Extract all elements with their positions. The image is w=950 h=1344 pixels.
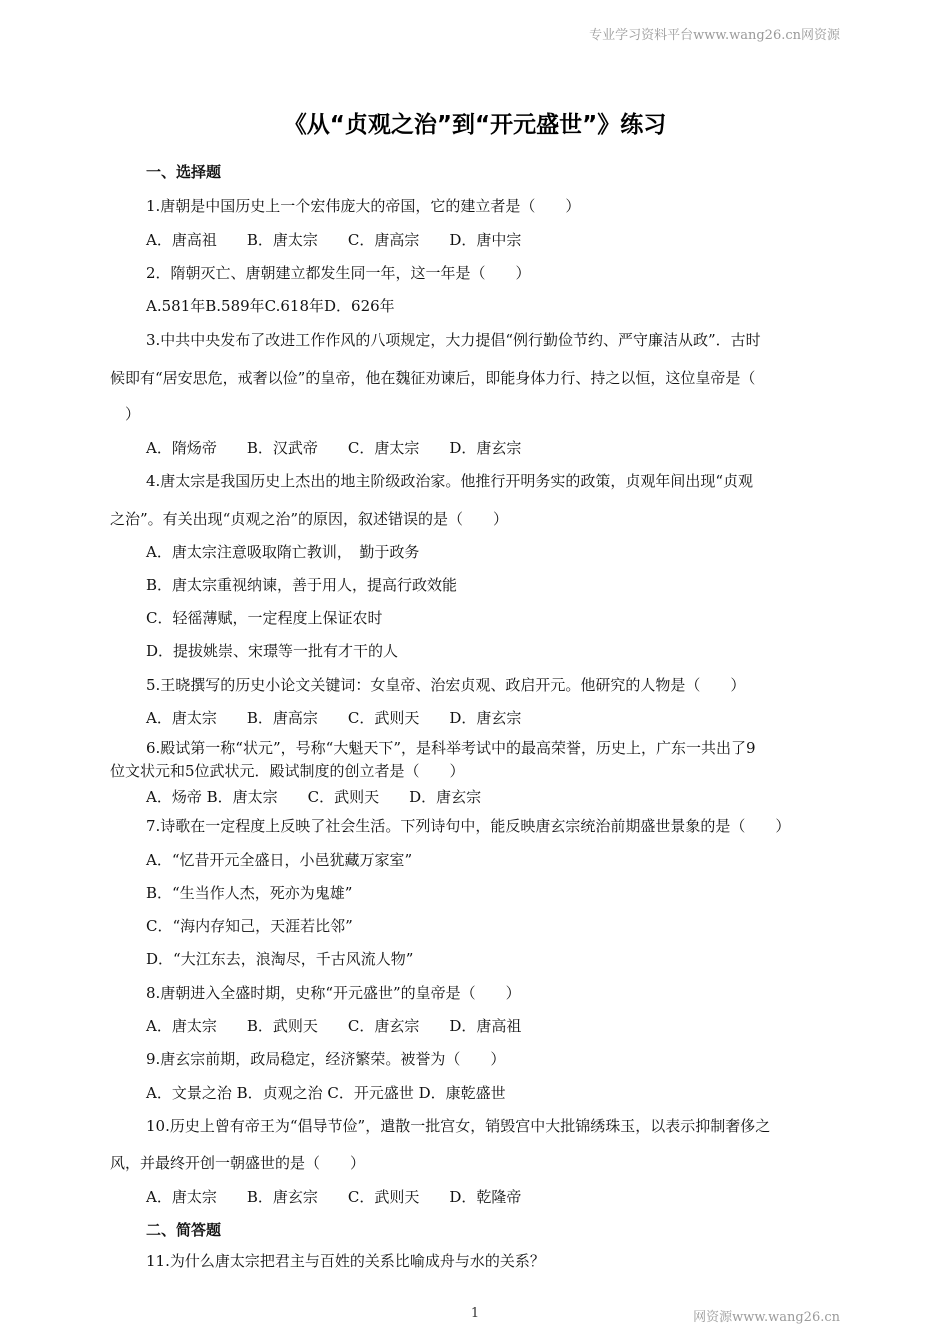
question-10-text: 10.历史上曾有帝王为“倡导节俭”，遣散一批宫女，销毁宫中大批锦绣珠玉，以表示抑制奢侈之 xyxy=(146,1117,771,1135)
question-8-text: 8.唐朝进入全盛时期，史称“开元盛世”的皇帝是（ ） xyxy=(146,984,521,1002)
question-5-options: A．唐太宗 B．唐高宗 C．武则天 D．唐玄宗 xyxy=(146,709,522,727)
question-2-options: A.581年B.589年C.618年D．626年 xyxy=(146,297,395,315)
question-3-options: A．隋炀帝 B．汉武帝 C．唐太宗 D．唐玄宗 xyxy=(146,439,522,457)
question-3-text-cont2: ） xyxy=(110,405,141,423)
question-11-text: 11.为什么唐太宗把君主与百姓的关系比喻成舟与水的关系？ xyxy=(146,1252,545,1270)
question-9-options: A．文景之治 B．贞观之治 C．开元盛世 D．康乾盛世 xyxy=(146,1084,506,1102)
question-7-option-c: C．“海内存知己，天涯若比邻” xyxy=(146,917,353,935)
question-10-text-cont: 风，并最终开创一朝盛世的是（ ） xyxy=(110,1154,366,1172)
question-6-text-cont: 位文状元和5位武状元．殿试制度的创立者是（ ） xyxy=(110,762,465,780)
question-6-text: 6.殿试第一称“状元”，号称“大魁天下”，是科举考试中的最高荣誉，历史上，广东一共出了9 xyxy=(146,739,756,757)
question-1-options: A．唐高祖 B．唐太宗 C．唐高宗 D．唐中宗 xyxy=(146,231,522,249)
question-4-option-a: A．唐太宗注意吸取隋亡教训， 勤于政务 xyxy=(146,543,420,561)
page-title: 《从“贞观之治”到“开元盛世”》练习 xyxy=(283,112,667,138)
question-4-text: 4.唐太宗是我国历史上杰出的地主阶级政治家。他推行开明务实的政策，贞观年间出现“贞观 xyxy=(146,472,753,490)
question-4-option-c: C．轻徭薄赋，一定程度上保证农时 xyxy=(146,609,383,627)
question-7-option-b: B．“生当作人杰，死亦为鬼雄” xyxy=(146,884,353,902)
question-4-text-cont: 之治”。有关出现“贞观之治”的原因，叙述错误的是（ ） xyxy=(110,510,509,528)
question-6-options: A．炀帝 B．唐太宗 C．武则天 D．唐玄宗 xyxy=(146,788,482,806)
question-7-text: 7.诗歌在一定程度上反映了社会生活。下列诗句中，能反映唐玄宗统治前期盛世景象的是（ ） xyxy=(146,817,791,835)
question-3-text: 3.中共中央发布了改进工作作风的八项规定，大力提倡“例行勤俭节约、严守廉洁从政”．古时 xyxy=(146,331,761,349)
question-9-text: 9.唐玄宗前期，政局稳定，经济繁荣。被誉为（ ） xyxy=(146,1050,506,1068)
header-watermark-text: 专业学习资料平台www.wang26.cn网资源 xyxy=(589,28,840,43)
question-10-options: A．唐太宗 B．唐玄宗 C．武则天 D．乾隆帝 xyxy=(146,1188,522,1206)
footer-watermark-text: 网资源www.wang26.cn xyxy=(693,1310,840,1325)
question-7-option-a: A．“忆昔开元全盛日，小邑犹藏万家室” xyxy=(146,851,413,869)
page-number: 1 xyxy=(470,1306,480,1321)
question-1-text: 1.唐朝是中国历史上一个宏伟庞大的帝国，它的建立者是（ ） xyxy=(146,197,581,215)
question-5-text: 5.王晓撰写的历史小论文关键词：女皇帝、治宏贞观、政启开元。他研究的人物是（ ） xyxy=(146,676,746,694)
section-heading-choice: 一、选择题 xyxy=(146,163,222,181)
question-2-text: 2．隋朝灭亡、唐朝建立都发生同一年，这一年是（ ） xyxy=(146,264,531,282)
question-8-options: A．唐太宗 B．武则天 C．唐玄宗 D．唐高祖 xyxy=(146,1017,522,1035)
question-4-option-d: D．提拔姚崇、宋璟等一批有才干的人 xyxy=(146,642,399,660)
question-3-text-cont: 候即有“居安思危，戒奢以俭”的皇帝，他在魏征劝谏后，即能身体力行、持之以恒，这位皇帝是（ xyxy=(110,369,756,387)
section-heading-short-answer: 二、简答题 xyxy=(146,1221,222,1239)
question-4-option-b: B．唐太宗重视纳谏，善于用人，提高行政效能 xyxy=(146,576,458,594)
question-7-option-d: D．“大江东去，浪淘尽，千古风流人物” xyxy=(146,950,414,968)
